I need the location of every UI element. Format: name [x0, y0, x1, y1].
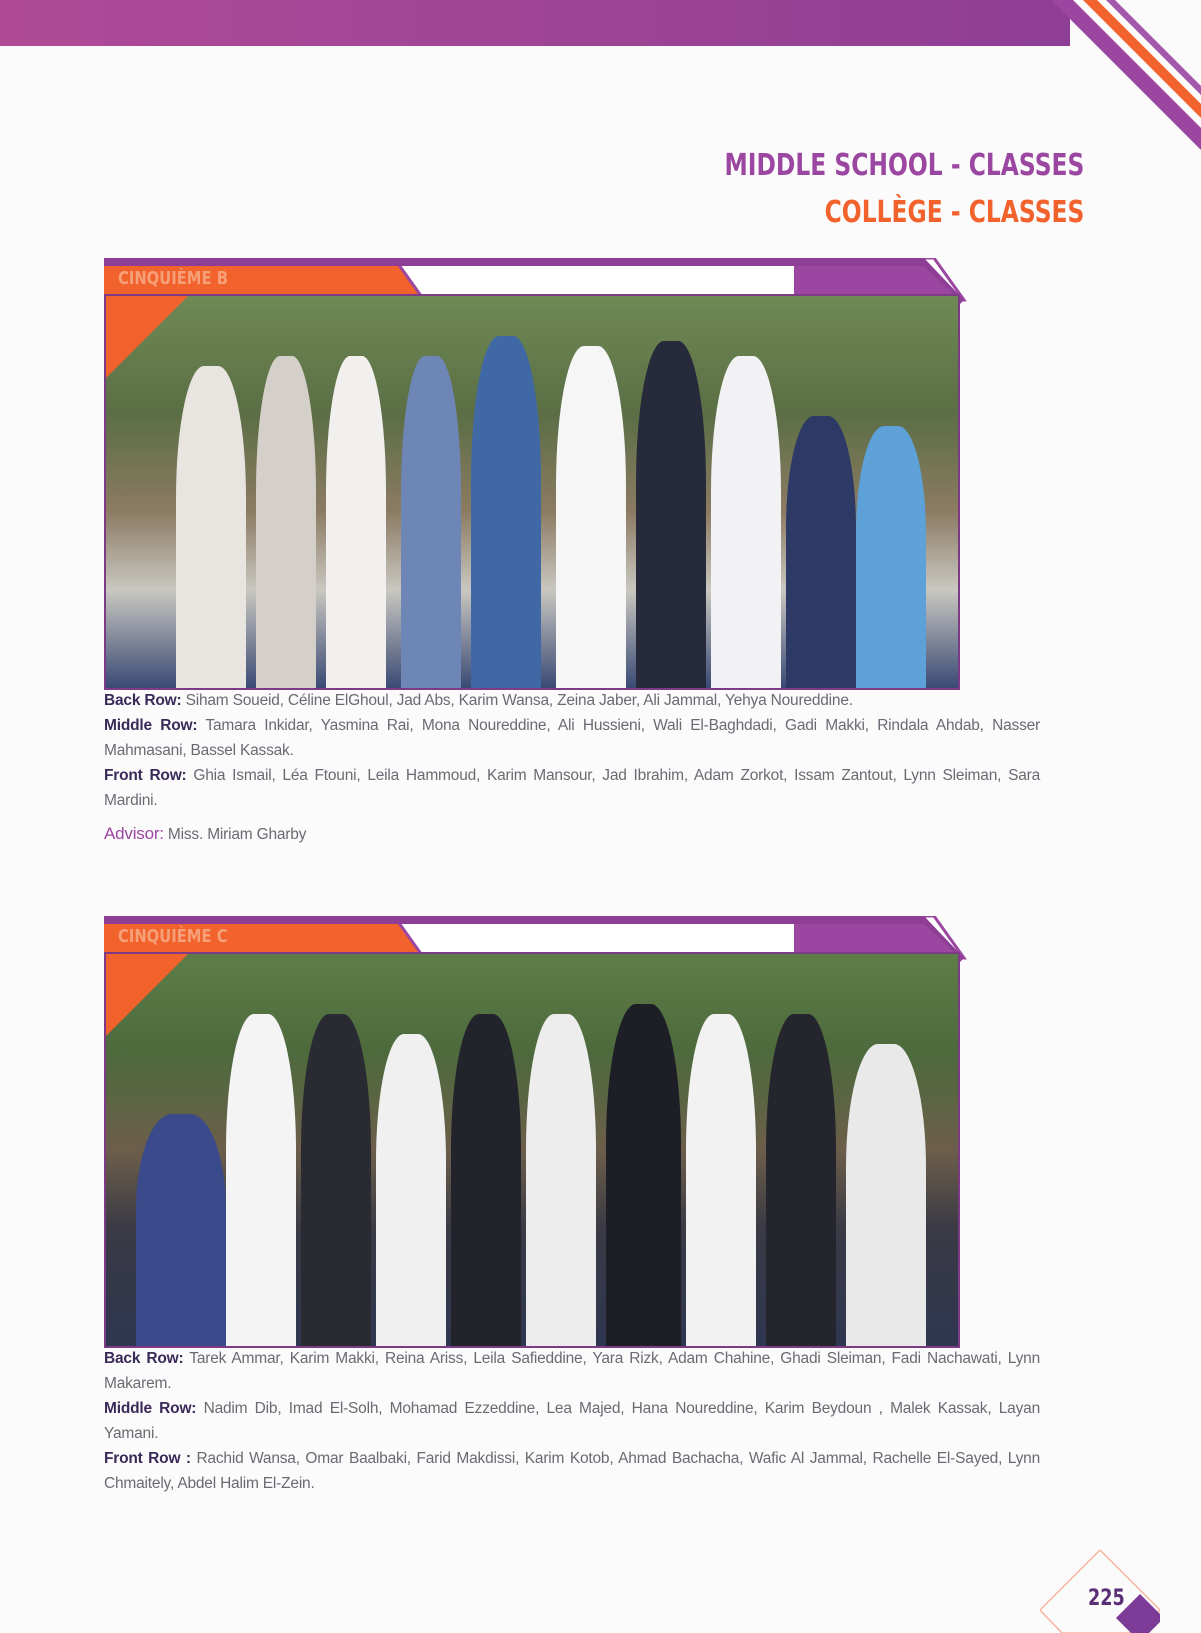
row-label: Middle Row:	[104, 717, 198, 734]
caption-advisor	[104, 821, 1040, 847]
row-label: Front Row :	[104, 1450, 191, 1467]
class-caption	[104, 688, 1040, 847]
caption-back-row	[104, 688, 1040, 713]
class-caption	[104, 1346, 1040, 1496]
row-label: Back Row:	[104, 692, 182, 709]
row-names: Rachid Wansa, Omar Baalbaki, Farid Makdissi, Karim Kotob, Ahmad Bachacha, Wafic Al Jammal, Rachelle El-Sayed, Lynn Chmaitely, Abdel Halim El-Zein.	[104, 1450, 1041, 1492]
caption-front-row	[104, 763, 1040, 813]
heading-french: COLLÈGE - CLASSES	[824, 195, 1084, 230]
page-heading	[623, 141, 1084, 235]
class-photo	[104, 952, 960, 1348]
top-banner-bar	[0, 0, 1070, 46]
advisor-label: Advisor:	[104, 824, 164, 843]
photo-corner-accent	[104, 952, 190, 1038]
caption-front-row	[104, 1446, 1040, 1496]
class-photo	[104, 294, 960, 690]
page-number: 225	[1088, 1586, 1125, 1611]
caption-middle-row	[104, 713, 1040, 763]
class-name-label: CINQUIÈME C	[118, 926, 228, 947]
row-label: Back Row:	[104, 1350, 184, 1367]
students-group-image	[166, 326, 928, 688]
caption-back-row	[104, 1346, 1040, 1396]
row-names: Siham Soueid, Céline ElGhoul, Jad Abs, Karim Wansa, Zeina Jaber, Ali Jammal, Yehya Noureddine.	[185, 692, 853, 709]
class-name-label: CINQUIÈME B	[118, 268, 228, 289]
row-names: Tarek Ammar, Karim Makki, Reina Ariss, Leila Safieddine, Yara Rizk, Adam Chahine, Ghadi Sleiman, Fadi Nachawati, Lynn Makarem.	[104, 1350, 1040, 1392]
row-label: Middle Row:	[104, 1400, 197, 1417]
row-names: Tamara Inkidar, Yasmina Rai, Mona Noureddine, Ali Hussieni, Wali El-Baghdadi, Gadi Makki, Rindala Ahdab, Nasser Mahmasani, Bassel Kassak.	[104, 717, 1041, 759]
row-names: Ghia Ismail, Léa Ftouni, Leila Hammoud, Karim Mansour, Jad Ibrahim, Adam Zorkot, Issam Zantout, Lynn Sleiman, Sara Mardini.	[104, 767, 1041, 809]
students-group-image	[166, 984, 928, 1346]
advisor-name: Miss. Miriam Gharby	[167, 826, 307, 843]
caption-middle-row	[104, 1396, 1040, 1446]
photo-corner-accent	[104, 294, 190, 380]
heading-english: MIDDLE SCHOOL - CLASSES	[724, 148, 1084, 183]
row-label: Front Row:	[104, 767, 187, 784]
row-names: Nadim Dib, Imad El-Solh, Mohamad Ezzeddine, Lea Majed, Hana Noureddine, Karim Beydoun , Malek Kassak, Layan Yamani.	[104, 1400, 1040, 1442]
